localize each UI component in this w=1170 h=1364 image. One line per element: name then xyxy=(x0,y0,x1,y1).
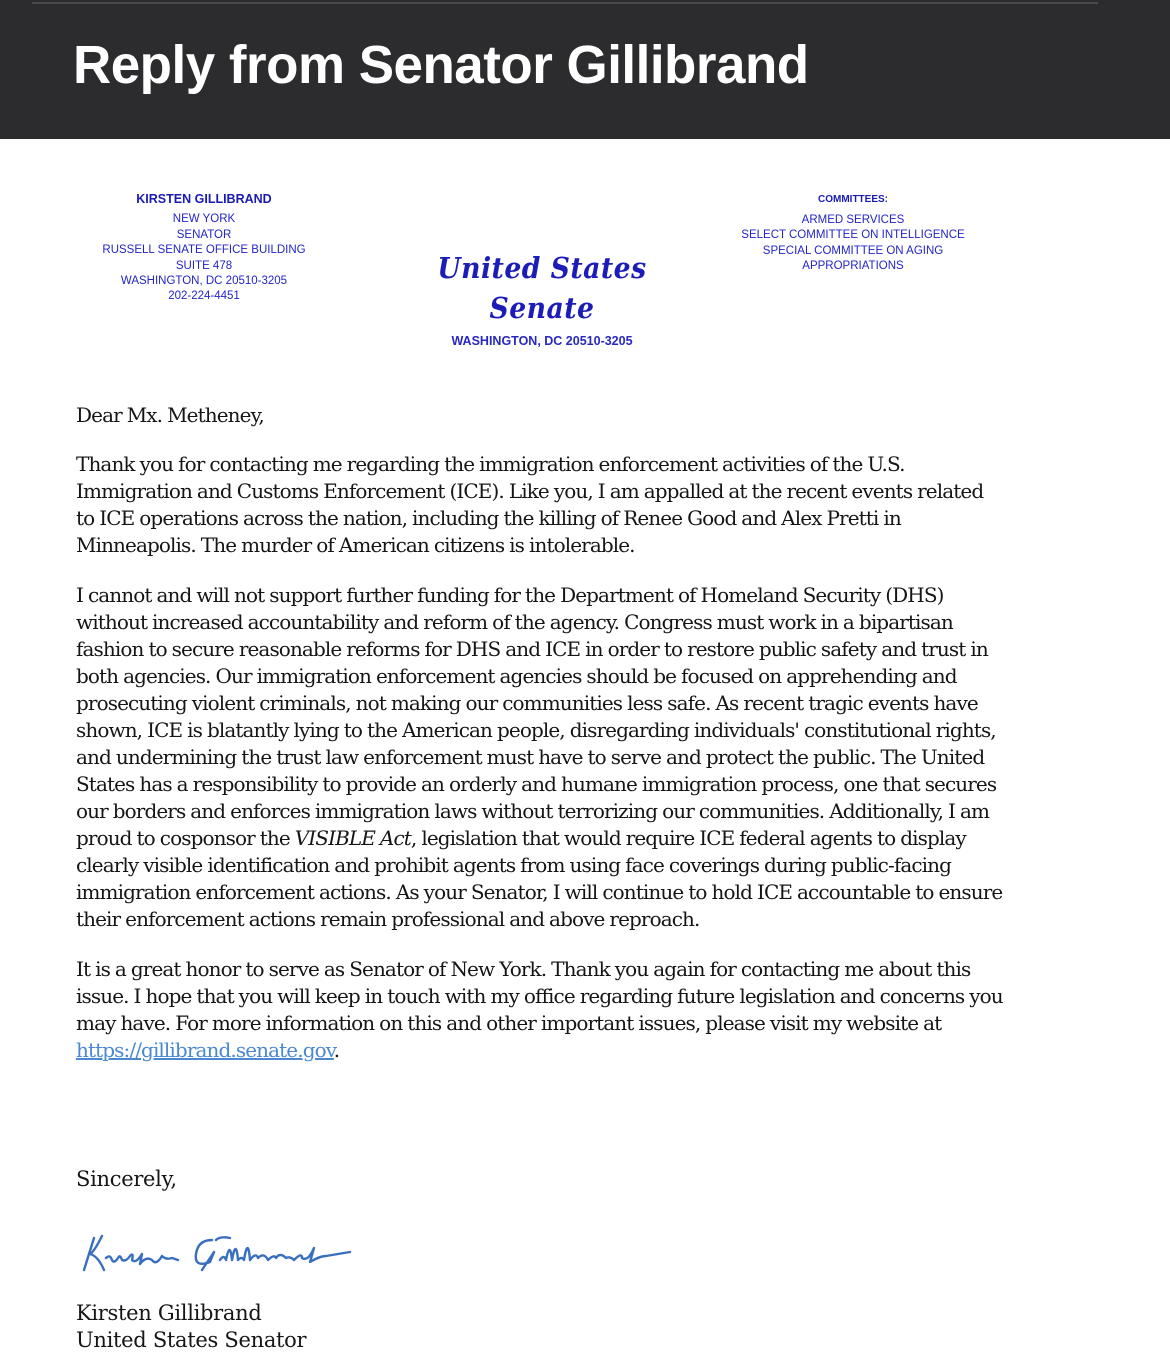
salutation: Dear Mx. Metheney, xyxy=(76,403,264,427)
paragraph-3 xyxy=(76,956,1006,1064)
sender-city: WASHINGTON, DC 20510-3205 xyxy=(120,275,288,288)
sender-name: KIRSTEN GILLIBRAND xyxy=(136,192,272,206)
sender-role: SENATOR xyxy=(176,228,232,241)
committees-caption: COMMITTEES: xyxy=(818,194,888,205)
signature-image xyxy=(80,1226,360,1276)
paragraph-3-text: It is a great honor to serve as Senator of New York. Thank you again for contacting me about this issue. I hope that you will keep in touch with my office regarding future legislation and concerns you may have. For more information on this and other important issues, please visit my website at xyxy=(76,957,1003,1035)
signer-title: United States Senator xyxy=(76,1328,307,1352)
letter-body xyxy=(76,402,1006,1087)
paragraph-2 xyxy=(76,582,1006,933)
letterhead-committees-block xyxy=(730,192,976,275)
signature-stroke xyxy=(220,1248,350,1262)
visible-act-title: VISIBLE Act xyxy=(294,826,411,850)
website-link[interactable]: https://gillibrand.senate.gov xyxy=(76,1038,334,1062)
signature-block xyxy=(76,1300,306,1354)
paragraph-2-text-a: I cannot and will not support further funding for the Department of Homeland Security (DHS) without increased accountability and reform of the agency. Congress must work in a bipartisan fashion to secure reasonable reforms for DHS and ICE in order to restore public safety and trust in both agencies. Our immigration enforcement agencies should be focused on apprehending and prosecuting violent criminals, not making our communities less safe. As recent tragic events have shown, ICE is blatantly lying to the American people, disregarding individuals' constitutional rights, and undermining the trust law enforcement must have to serve and protect the public. The United States has a responsibility to provide an orderly and humane immigration process, one that secures our borders and enforces immigration laws without terrorizing our communities. Additionally, I am proud to cosponsor the xyxy=(76,583,997,850)
sender-phone: 202-224-4451 xyxy=(168,290,240,303)
committee-item: SELECT COMMITTEE ON INTELLIGENCE xyxy=(741,229,965,242)
sender-state: NEW YORK xyxy=(172,213,236,226)
committee-item: APPROPRIATIONS xyxy=(802,260,904,273)
senate-address: WASHINGTON, DC 20510-3205 xyxy=(451,334,633,348)
signature-stroke xyxy=(84,1236,104,1270)
signer-name: Kirsten Gillibrand xyxy=(76,1301,262,1325)
paragraph-3-end: . xyxy=(333,1038,340,1062)
sender-building: RUSSELL SENATE OFFICE BUILDING xyxy=(102,244,306,257)
page-header xyxy=(0,0,1170,139)
sender-suite: SUITE 478 xyxy=(175,259,233,272)
header-divider xyxy=(32,2,1098,4)
paragraph-2-text-b: , legislation that would require ICE federal agents to display clearly visible identification and prohibit agents from using face coverings during public-facing immigration enforcement actions. As your Senator, I will continue to hold ICE accountable to ensure their enforcement actions remain professional and above reproach. xyxy=(76,826,1003,931)
letterhead-sender-block xyxy=(90,192,318,305)
letterhead-seal-block xyxy=(392,248,692,348)
closing: Sincerely, xyxy=(76,1167,177,1191)
committee-item: SPECIAL COMMITTEE ON AGING xyxy=(762,244,944,257)
signature-stroke xyxy=(196,1237,230,1270)
paragraph-1: Thank you for contacting me regarding the immigration enforcement activities of the U.S. Immigration and Customs Enforcement (ICE). Like you, I am appalled at the recent events related to ICE operations across the nation, including the killing of Renee Good and Alex Pretti in Minneapolis. The murder of American citizens is intolerable. xyxy=(76,452,984,557)
committee-item: ARMED SERVICES xyxy=(801,213,905,226)
senate-wordmark: United States Senate xyxy=(437,251,647,325)
signature-stroke xyxy=(106,1254,178,1264)
page-title: Reply from Senator Gillibrand xyxy=(73,35,809,95)
